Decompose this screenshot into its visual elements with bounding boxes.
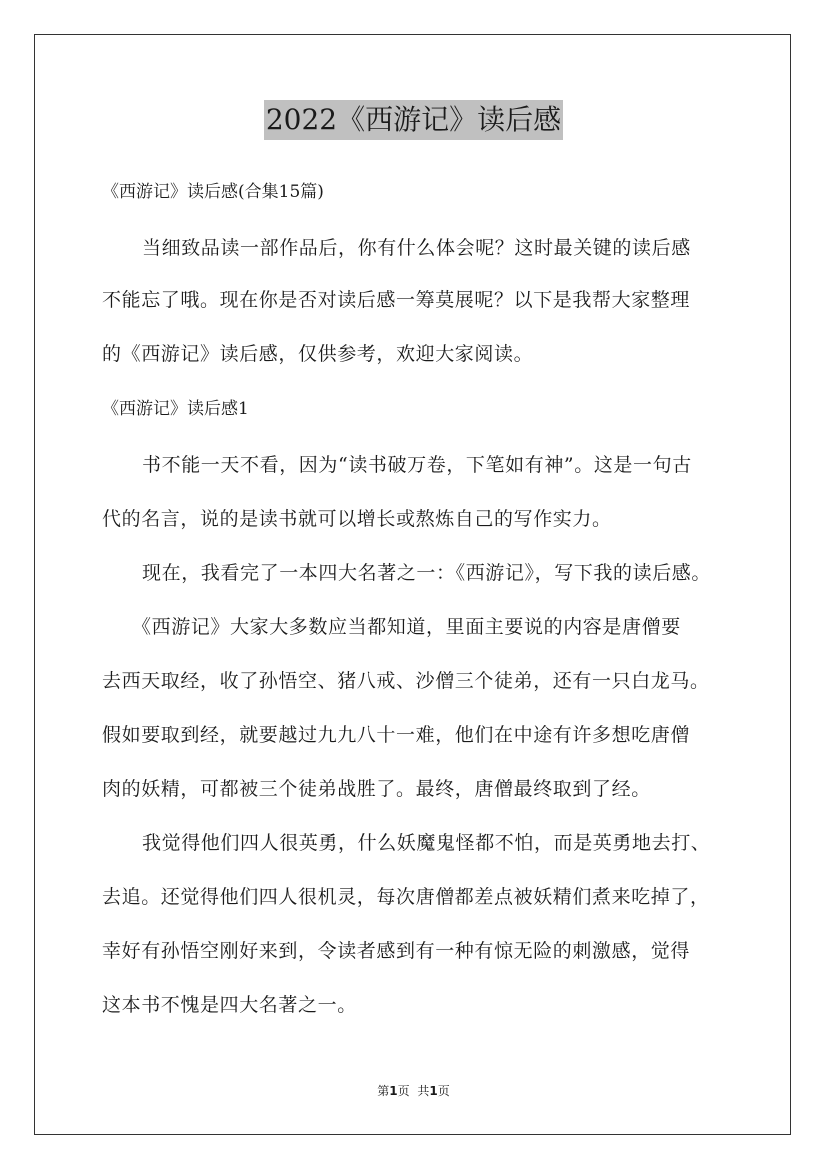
para4-line-3: 幸好有孙悟空刚好来到，令读者感到有一种有惊无险的刺激感，觉得 xyxy=(102,940,691,962)
document-title: 2022《西游记》读后感 xyxy=(264,100,563,140)
para4-line-2: 去追。还觉得他们四人很机灵，每次唐僧都差点被妖精们煮来吃掉了， xyxy=(102,886,710,908)
intro-line-2: 不能忘了哦。现在你是否对读后感一筹莫展呢？以下是我帮大家整理 xyxy=(102,289,691,311)
section-heading: 《西游记》读后感1 xyxy=(102,399,249,419)
para4-line-4: 这本书不愧是四大名著之一。 xyxy=(102,994,357,1016)
footer-page-number: 1 xyxy=(389,1084,398,1098)
para3-line-4: 肉的妖精，可都被三个徒弟战胜了。最终，唐僧最终取到了经。 xyxy=(102,778,651,800)
para4-line-1: 我觉得他们四人很英勇，什么妖魔鬼怪都不怕，而是英勇地去打、 xyxy=(142,832,711,854)
footer-total-suffix: 页 xyxy=(437,1084,450,1098)
intro-line-1: 当细致品读一部作品后，你有什么体会呢？这时最关键的读后感 xyxy=(142,237,691,259)
para3-line-3: 假如要取到经，就要越过九九八十一难，他们在中途有许多想吃唐僧 xyxy=(102,724,691,746)
footer-total-prefix: 共 xyxy=(417,1084,430,1098)
title-container xyxy=(0,100,827,140)
page-footer xyxy=(0,1083,827,1099)
para1-line-1: 书不能一天不看，因为“读书破万卷，下笔如有神”。这是一句古 xyxy=(142,454,692,476)
footer-page-suffix: 页 xyxy=(397,1084,410,1098)
document-subtitle: 《西游记》读后感(合集15篇) xyxy=(102,182,324,202)
footer-page-prefix: 第 xyxy=(377,1084,390,1098)
para3-line-1: 《西游记》大家大多数应当都知道，里面主要说的内容是唐僧要 xyxy=(132,616,681,638)
footer-total-pages: 1 xyxy=(429,1084,438,1098)
para1-line-2: 代的名言，说的是读书就可以增长或熬炼自己的写作实力。 xyxy=(102,508,612,530)
para2-line-1: 现在，我看完了一本四大名著之一：《西游记》，写下我的读后感。 xyxy=(142,562,712,584)
intro-line-3: 的《西游记》读后感，仅供参考，欢迎大家阅读。 xyxy=(102,343,534,365)
para3-line-2: 去西天取经，收了孙悟空、猪八戒、沙僧三个徒弟，还有一只白龙马。 xyxy=(102,670,710,692)
